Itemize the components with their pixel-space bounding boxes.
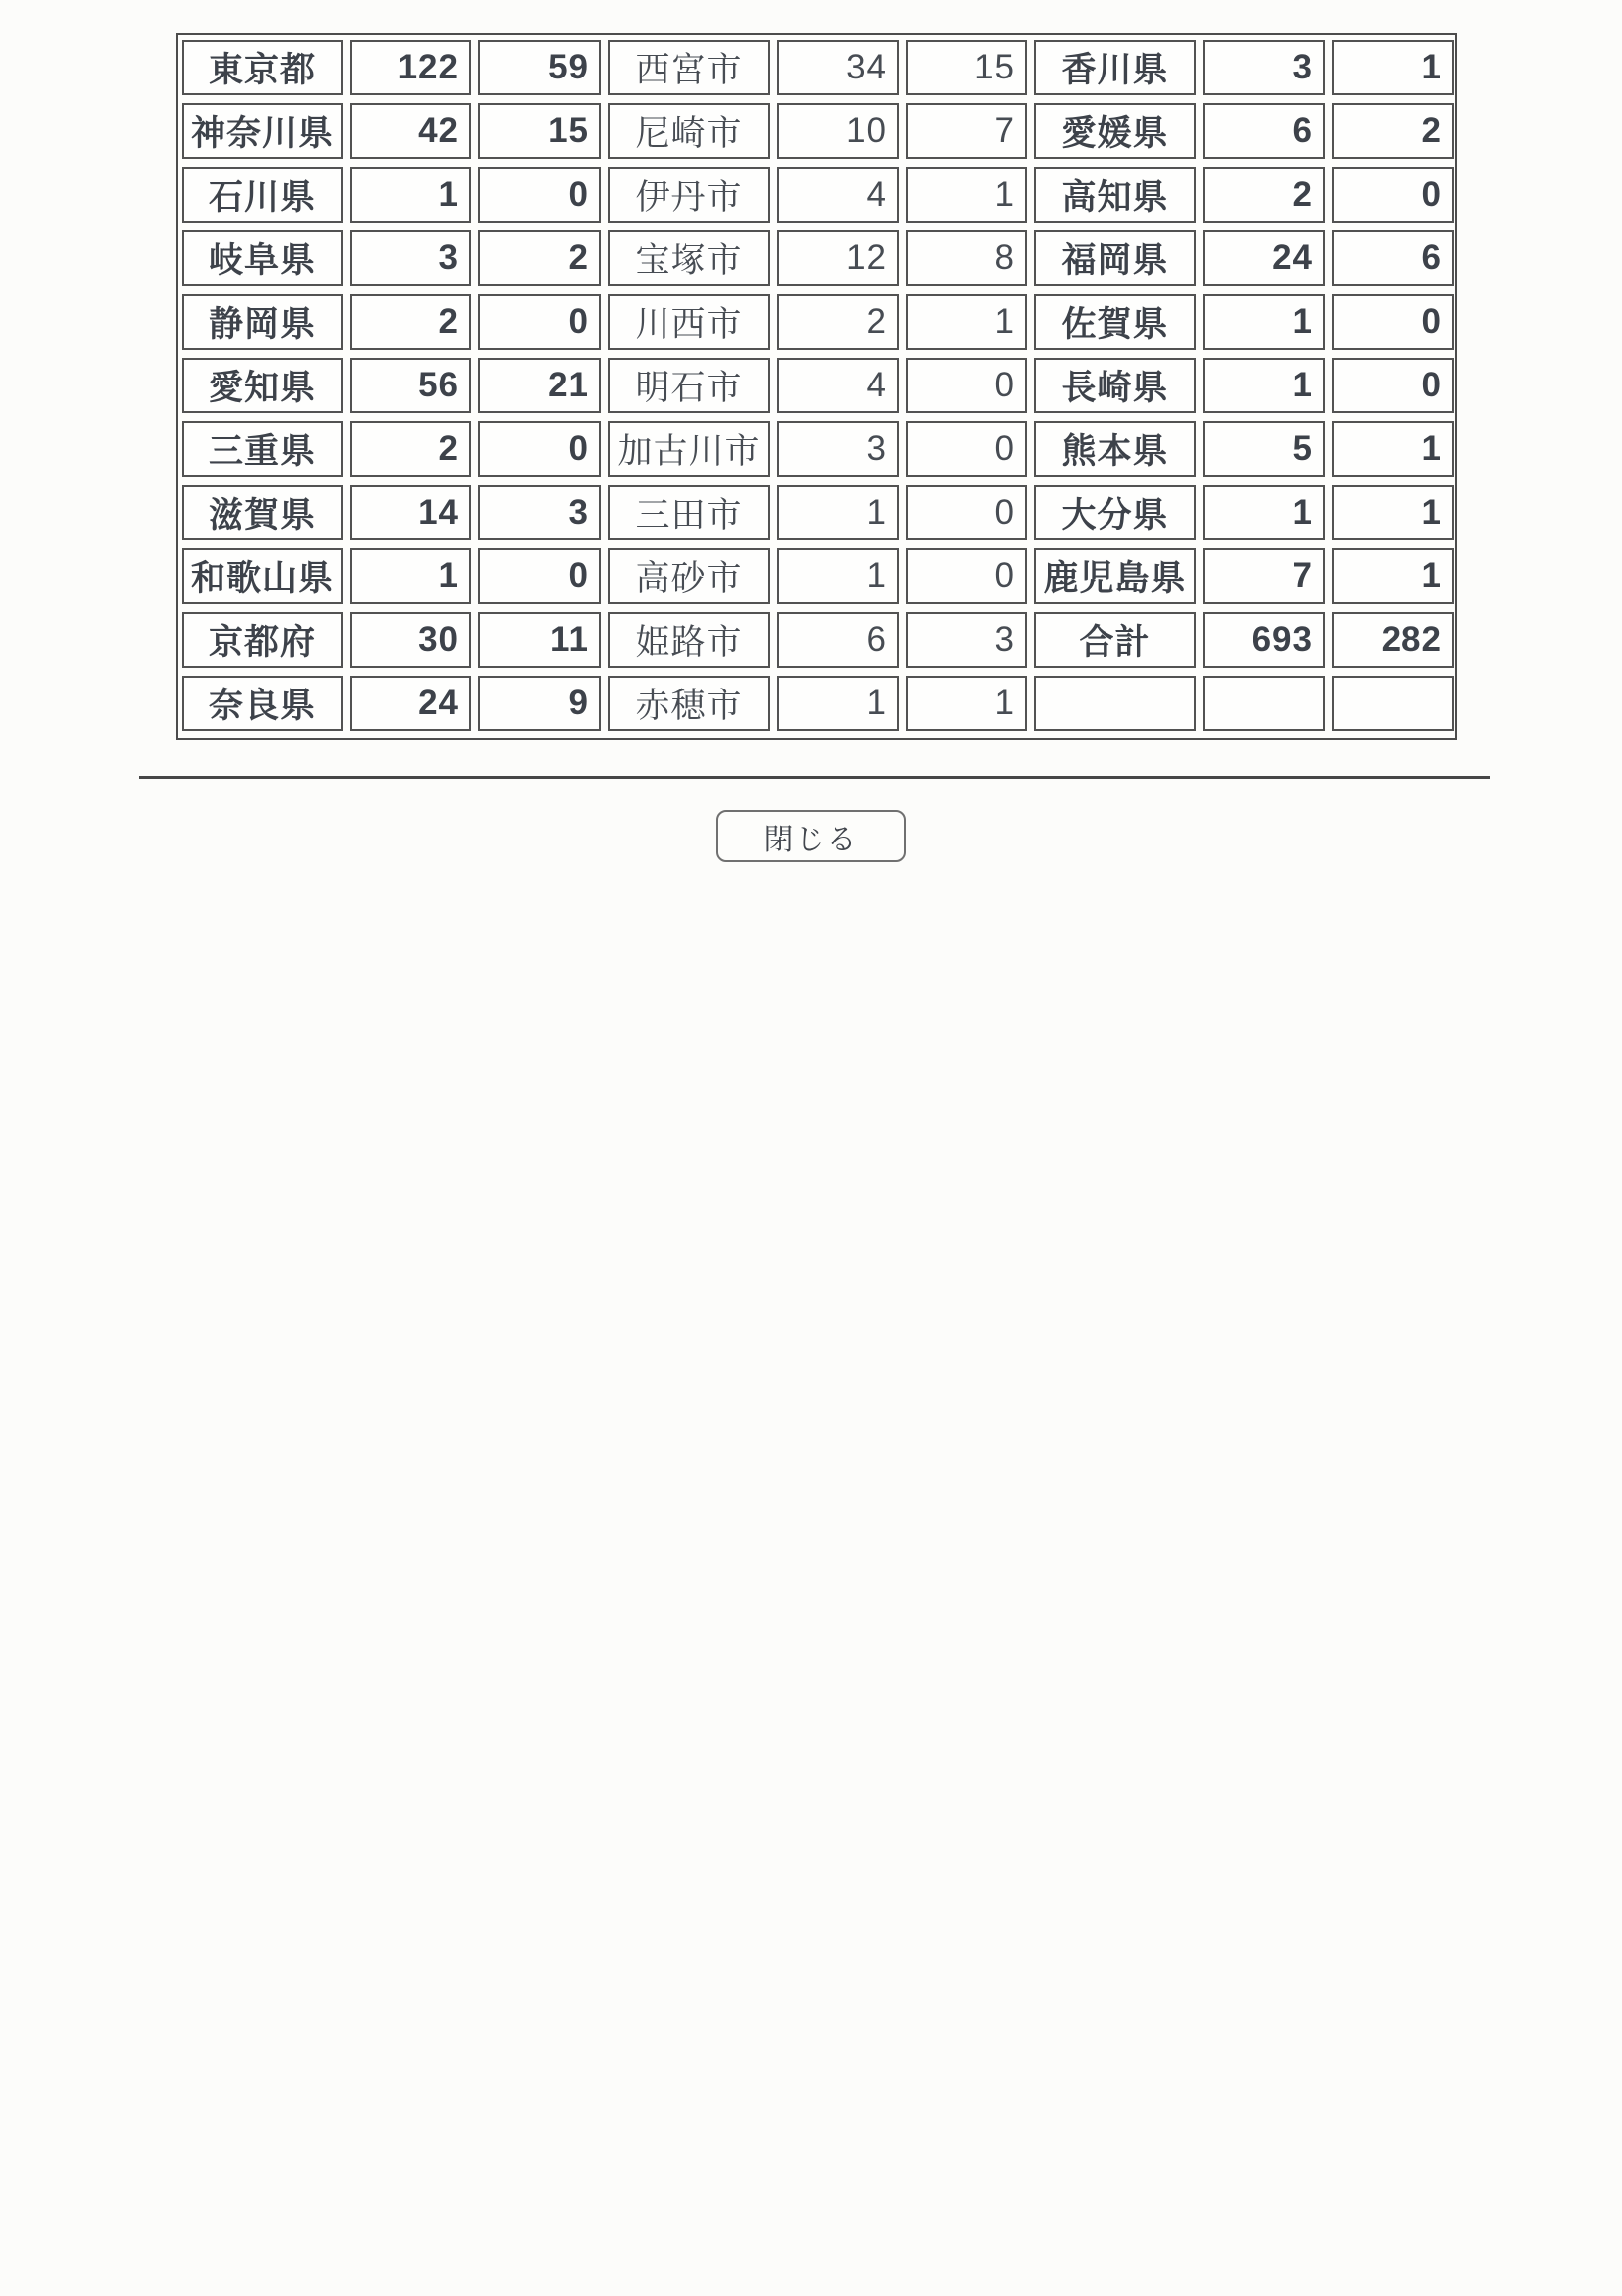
value-cell: 0 <box>906 485 1027 540</box>
value-cell: 7 <box>906 103 1027 159</box>
value-cell: 24 <box>1203 230 1325 286</box>
value-cell: 6 <box>777 612 899 668</box>
value-cell: 1 <box>350 167 471 223</box>
value-cell: 1 <box>906 294 1027 350</box>
prefecture-cell: 高知県 <box>1034 167 1196 223</box>
city-cell: 姫路市 <box>608 612 770 668</box>
value-cell: 2 <box>478 230 601 286</box>
value-cell: 0 <box>1332 358 1454 413</box>
button-row <box>0 810 1622 862</box>
value-cell: 122 <box>350 40 471 95</box>
value-cell: 1 <box>777 676 899 731</box>
city-cell: 三田市 <box>608 485 770 540</box>
city-cell: 宝塚市 <box>608 230 770 286</box>
close-button[interactable]: 閉じる <box>716 810 906 862</box>
value-cell: 15 <box>906 40 1027 95</box>
value-cell: 0 <box>478 421 601 477</box>
value-cell: 56 <box>350 358 471 413</box>
value-cell: 4 <box>777 167 899 223</box>
prefecture-cell: 滋賀県 <box>182 485 343 540</box>
prefecture-cell: 愛知県 <box>182 358 343 413</box>
city-cell: 川西市 <box>608 294 770 350</box>
value-cell: 7 <box>1203 548 1325 604</box>
prefecture-cell: 三重県 <box>182 421 343 477</box>
prefecture-cell: 愛媛県 <box>1034 103 1196 159</box>
empty-cell <box>1332 676 1454 731</box>
prefecture-cell: 静岡県 <box>182 294 343 350</box>
value-cell: 15 <box>478 103 601 159</box>
prefecture-cell: 香川県 <box>1034 40 1196 95</box>
value-cell: 1 <box>777 548 899 604</box>
city-cell: 西宮市 <box>608 40 770 95</box>
prefecture-cell: 福岡県 <box>1034 230 1196 286</box>
value-cell: 59 <box>478 40 601 95</box>
value-cell: 3 <box>1203 40 1325 95</box>
prefecture-cell: 東京都 <box>182 40 343 95</box>
value-cell: 0 <box>478 548 601 604</box>
prefecture-cell: 岐阜県 <box>182 230 343 286</box>
value-cell: 2 <box>350 421 471 477</box>
city-cell: 加古川市 <box>608 421 770 477</box>
value-cell: 4 <box>777 358 899 413</box>
value-cell: 14 <box>350 485 471 540</box>
value-cell: 2 <box>350 294 471 350</box>
prefecture-cell: 熊本県 <box>1034 421 1196 477</box>
value-cell: 42 <box>350 103 471 159</box>
empty-cell <box>1034 676 1196 731</box>
value-cell: 0 <box>1332 167 1454 223</box>
prefecture-cell: 佐賀県 <box>1034 294 1196 350</box>
value-cell: 10 <box>777 103 899 159</box>
city-cell: 高砂市 <box>608 548 770 604</box>
value-cell: 6 <box>1332 230 1454 286</box>
value-cell: 1 <box>1203 485 1325 540</box>
value-cell: 1 <box>350 548 471 604</box>
value-cell: 12 <box>777 230 899 286</box>
value-cell: 0 <box>906 548 1027 604</box>
prefecture-cell: 和歌山県 <box>182 548 343 604</box>
value-cell: 693 <box>1203 612 1325 668</box>
prefecture-cell: 大分県 <box>1034 485 1196 540</box>
prefecture-cell: 長崎県 <box>1034 358 1196 413</box>
value-cell: 5 <box>1203 421 1325 477</box>
value-cell: 8 <box>906 230 1027 286</box>
prefecture-cell: 鹿児島県 <box>1034 548 1196 604</box>
value-cell: 3 <box>906 612 1027 668</box>
value-cell: 2 <box>1332 103 1454 159</box>
value-cell: 1 <box>1332 485 1454 540</box>
city-cell: 明石市 <box>608 358 770 413</box>
prefecture-city-count-table <box>176 33 1457 740</box>
value-cell: 1 <box>1203 294 1325 350</box>
value-cell: 6 <box>1203 103 1325 159</box>
value-cell: 1 <box>1332 421 1454 477</box>
value-cell: 0 <box>478 167 601 223</box>
empty-cell <box>1203 676 1325 731</box>
value-cell: 11 <box>478 612 601 668</box>
total-label-cell: 合計 <box>1034 612 1196 668</box>
value-cell: 3 <box>350 230 471 286</box>
value-cell: 0 <box>1332 294 1454 350</box>
separator-line <box>139 776 1490 779</box>
value-cell: 0 <box>906 421 1027 477</box>
value-cell: 24 <box>350 676 471 731</box>
value-cell: 0 <box>906 358 1027 413</box>
value-cell: 3 <box>478 485 601 540</box>
prefecture-cell: 奈良県 <box>182 676 343 731</box>
value-cell: 1 <box>906 676 1027 731</box>
value-cell: 0 <box>478 294 601 350</box>
prefecture-cell: 京都府 <box>182 612 343 668</box>
city-cell: 伊丹市 <box>608 167 770 223</box>
value-cell: 9 <box>478 676 601 731</box>
value-cell: 1 <box>1332 548 1454 604</box>
value-cell: 34 <box>777 40 899 95</box>
value-cell: 30 <box>350 612 471 668</box>
value-cell: 1 <box>777 485 899 540</box>
prefecture-cell: 神奈川県 <box>182 103 343 159</box>
value-cell: 1 <box>1332 40 1454 95</box>
value-cell: 2 <box>777 294 899 350</box>
value-cell: 1 <box>1203 358 1325 413</box>
city-cell: 赤穂市 <box>608 676 770 731</box>
city-cell: 尼崎市 <box>608 103 770 159</box>
value-cell: 3 <box>777 421 899 477</box>
value-cell: 1 <box>906 167 1027 223</box>
value-cell: 282 <box>1332 612 1454 668</box>
value-cell: 2 <box>1203 167 1325 223</box>
value-cell: 21 <box>478 358 601 413</box>
prefecture-cell: 石川県 <box>182 167 343 223</box>
